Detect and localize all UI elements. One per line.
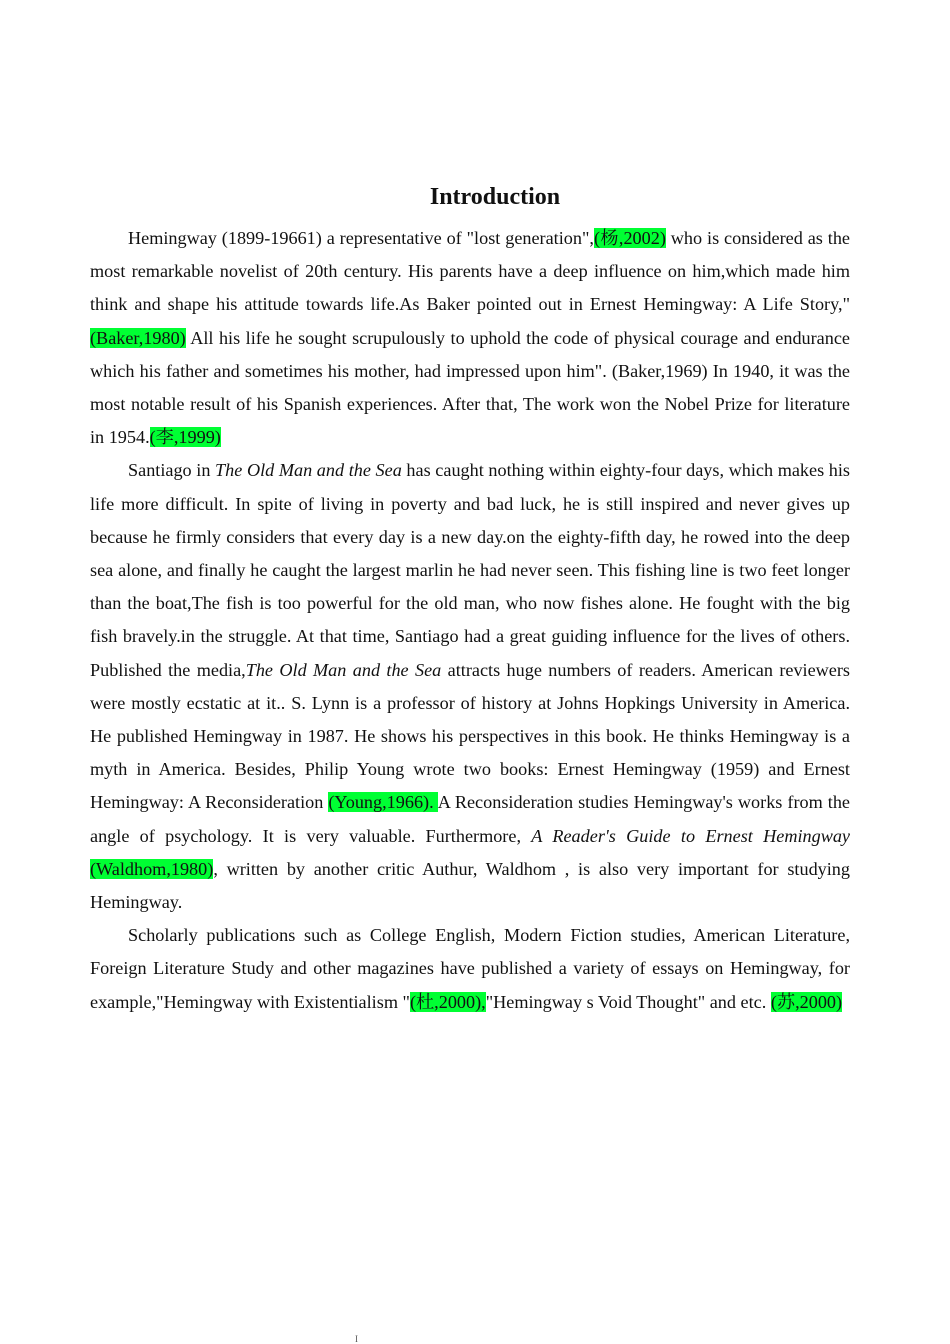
text-run: has caught nothing within eighty-four days, which makes his life more difficult. In spite of living in poverty and bad luck, he is still inspired and never gives up because he firmly considers that every day is a new day.on the eighty-fifth day, he rowed into the deep sea alone, and finally he caught the largest marlin he had never seen. This fishing line is two feet longer than the boat,The fish is too powerful for the old man, who now fishes alone. He fought with the big fish bravely.in the struggle. At that time, Santiago had a great guiding influence for the lives of others. Published the media, [90, 460, 851, 680]
citation-highlight: (杜,2000), [409, 991, 486, 1012]
body-text [90, 222, 850, 1019]
text-run: Scholarly publications such as College English, Modern Fiction studies, American Literature, Foreign Literature Study and other magazines have published a variety of essays on Hemingway, for example,"Hemingway with Existentialism " [90, 925, 850, 1012]
citation-highlight: (李,1999) [149, 427, 221, 448]
paragraph-old-man-and-the-sea [90, 454, 850, 919]
text-run: A Reconsideration studies Hemingway's works from the angle of psychology. It is very valuable. Furthermore, [90, 792, 851, 846]
paragraph-scholarly-publications [90, 919, 850, 1019]
citation-highlight: (Young,1966). [328, 792, 438, 813]
text-run: Hemingway (1899-19661) a representative of "lost generation", [128, 228, 594, 248]
italic-title-text: The Old Man and the Sea [245, 659, 442, 680]
text-run: All his life he sought scrupulously to uphold the code of physical courage and endurance which his father and sometimes his mother, had impressed upon him". (Baker,1969) In 1940, it was the most notable result of his Spanish experiences. After that, The work won the Nobel Prize for literature in 1954. [90, 327, 850, 448]
citation-highlight: (苏,2000) [770, 991, 843, 1012]
page-title: Introduction [429, 184, 561, 210]
text-run: "Hemingway s Void Thought" and etc. [485, 991, 771, 1012]
text-run: , written by another critic Authur, Waldhom , is also very important for studying Hemingway. [90, 858, 850, 913]
citation-highlight: (Waldhom,1980) [90, 858, 214, 879]
paragraph-hemingway-biography [90, 222, 850, 454]
text-run: attracts huge numbers of readers. American reviewers were mostly ecstatic at it.. S. Lynn is a professor of history at Johns Hopkings University in America. He published Hemingway in 1987. He shows his perspectives in this book. He thinks Hemingway is a myth in America. Besides, Philip Young wrote two books: Ernest Hemingway (1959) and Ernest Hemingway: A Reconsideration [90, 659, 851, 813]
text-run: Santiago in [128, 460, 216, 481]
italic-title-text: The Old Man and the Sea [215, 460, 402, 481]
text-run: who is considered as the most remarkable novelist of 20th century. His parents have a deep influence on him,which made him think and shape his attitude towards life.As Baker pointed out in Ernest Hemingway: A Life Story," [90, 228, 850, 315]
page-number-mark: I [355, 1334, 358, 1344]
citation-highlight: (杨,2002) [593, 228, 666, 248]
italic-title-text: A Reader's Guide to Ernest Hemingway [531, 825, 850, 846]
citation-highlight: (Baker,1980) [90, 327, 186, 348]
